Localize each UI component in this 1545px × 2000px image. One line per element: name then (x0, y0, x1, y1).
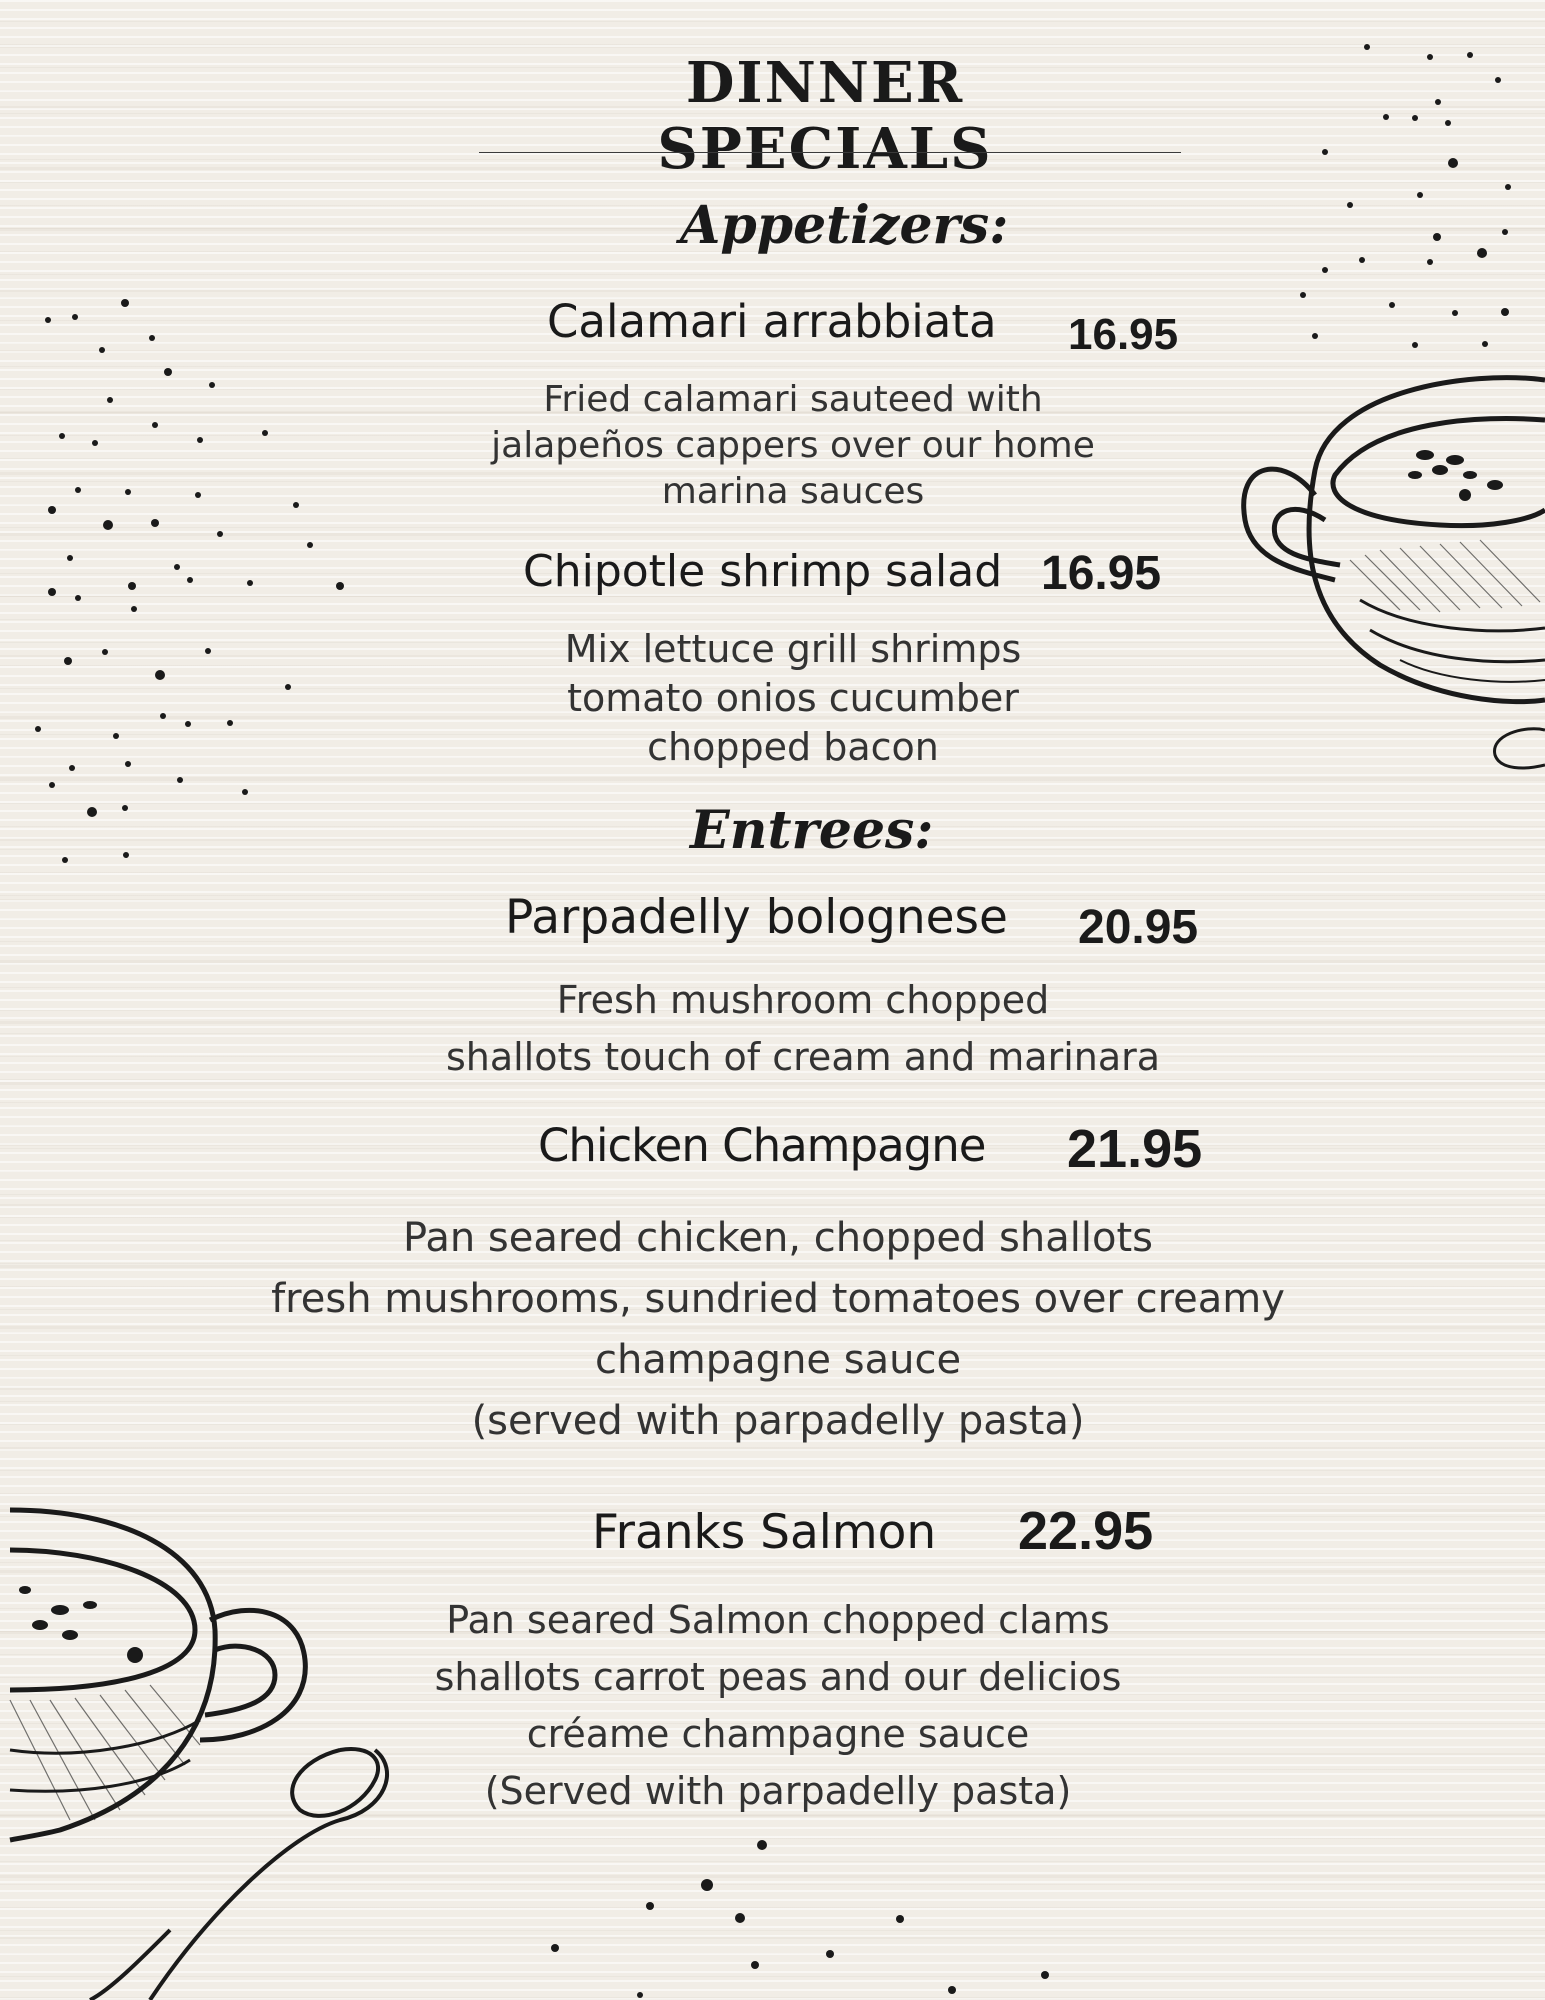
item-name-shrimp-salad: Chipotle shrimp salad (523, 546, 1003, 597)
item-price-calamari: 16.95 (1068, 310, 1179, 359)
menu-title: DINNER SPECIALS (657, 50, 993, 182)
desc-line: Fried calamari sauteed with (543, 379, 1043, 420)
item-price-franks-salmon: 22.95 (1018, 1501, 1154, 1561)
desc-line: marina sauces (661, 471, 925, 512)
desc-line: jalapeños cappers over our home (491, 425, 1095, 466)
item-price-shrimp-salad: 16.95 (1041, 547, 1162, 600)
desc-line: Fresh mushroom chopped (556, 978, 1050, 1022)
desc-line: Pan seared Salmon chopped clams (446, 1598, 1110, 1642)
desc-line: (served with parpadelly pasta) (471, 1398, 1085, 1444)
item-name-franks-salmon: Franks Salmon (592, 1505, 937, 1560)
appetizers-heading: Appetizers: (680, 195, 1009, 256)
desc-line: shallots touch of cream and marinara (445, 1035, 1161, 1079)
desc-line: shallots carrot peas and our delicios (434, 1655, 1122, 1699)
item-name-chicken-champagne: Chicken Champagne (538, 1119, 986, 1172)
desc-line: Mix lettuce grill shrimps (564, 627, 1022, 671)
entrees-heading: Entrees: (690, 800, 934, 861)
item-name-calamari: Calamari arrabbiata (547, 295, 997, 348)
desc-line: champagne sauce (594, 1337, 962, 1383)
desc-line: tomato onios cucumber (567, 676, 1019, 720)
item-price-chicken-champagne: 21.95 (1067, 1119, 1203, 1179)
item-name-bolognese: Parpadelly bolognese (505, 890, 1008, 945)
desc-line: fresh mushrooms, sundried tomatoes over creamy (271, 1276, 1285, 1322)
desc-line: Pan seared chicken, chopped shallots (403, 1215, 1153, 1261)
desc-line: (Served with parpadelly pasta) (484, 1769, 1072, 1813)
item-price-bolognese: 20.95 (1078, 901, 1199, 954)
desc-line: créame champagne sauce (526, 1712, 1030, 1756)
desc-line: chopped bacon (647, 725, 939, 769)
